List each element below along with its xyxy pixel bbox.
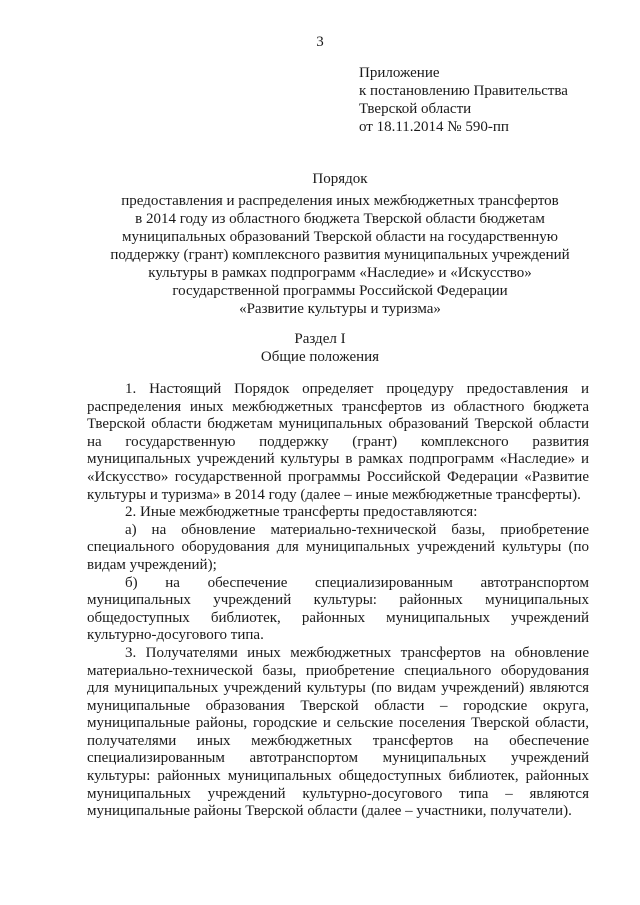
title-line: «Развитие культуры и туризма» [239, 301, 441, 317]
title-line: государственной программы Российской Федерации [172, 283, 508, 299]
appendix-line: Приложение [359, 65, 440, 81]
title-line: культуры в рамках подпрограмм «Наследие» и «Искусство» [148, 265, 532, 281]
paragraph: а) на обновление материально-технической базы, приобретение специального оборудования для муниципальных учреждений культуры (по видам учреждений); [87, 521, 589, 573]
appendix-line: от 18.11.2014 № 590-пп [359, 119, 509, 135]
paragraph: 1. Настоящий Порядок определяет процедуру предоставления и распределения иных межбюджетных трансфертов из областного бюджета Тверской области бюджетам муниципальных образований Тверской области на государственную поддержку (грант) комплексного развития муниципальных учреждений культуры в рамках подпрограмм «Наследие» и «Искусство» государственной программы Российской Федерации «Развитие культуры и туризма» в 2014 году (далее – иные межбюджетные трансферты). [87, 381, 589, 503]
document-title [60, 170, 620, 318]
title-heading: Порядок [312, 171, 368, 187]
paragraph: 2. Иные межбюджетные трансферты предоставляются: [125, 504, 478, 521]
section-heading [0, 330, 640, 366]
title-line: предоставления и распределения иных межбюджетных трансфертов [121, 193, 559, 209]
paragraph: 3. Получателями иных межбюджетных трансфертов на обновление материально-технической базы, приобретение специального оборудования для муниципальных учреждений культуры (по видам учреждений) являются муниципальные образования Тверской области – городские округа, муниципальные районы, городские и сельские поселения Тверской области, получателями иных межбюджетных трансфертов на обеспечение специализированным автотранспортом муниципальных учреждений культуры: районных муниципальных общедоступных библиотек, районных муниципальных учреждений культурно-досугового типа – являются муниципальные районы Тверской области (далее – участники, получатели). [87, 644, 589, 820]
paragraph: б) на обеспечение специализированным автотранспортом муниципальных учреждений культуры: районных муниципальных общедоступных библиотек, районных муниципальных учреждений культурно-досугового типа. [87, 574, 589, 644]
title-line: муниципальных образований Тверской области на государственную [121, 229, 559, 245]
section-number: Раздел I [294, 331, 346, 347]
body-text [87, 381, 589, 821]
appendix-block [359, 64, 568, 136]
section-title: Общие положения [260, 349, 380, 365]
appendix-line: Тверской области [359, 101, 472, 117]
page-number: 3 [316, 34, 324, 50]
appendix-line: к постановлению Правительства [359, 83, 568, 99]
title-line: поддержку (грант) комплексного развития муниципальных учреждений [110, 247, 570, 263]
title-line: в 2014 году из областного бюджета Тверской области бюджетам [135, 211, 545, 227]
